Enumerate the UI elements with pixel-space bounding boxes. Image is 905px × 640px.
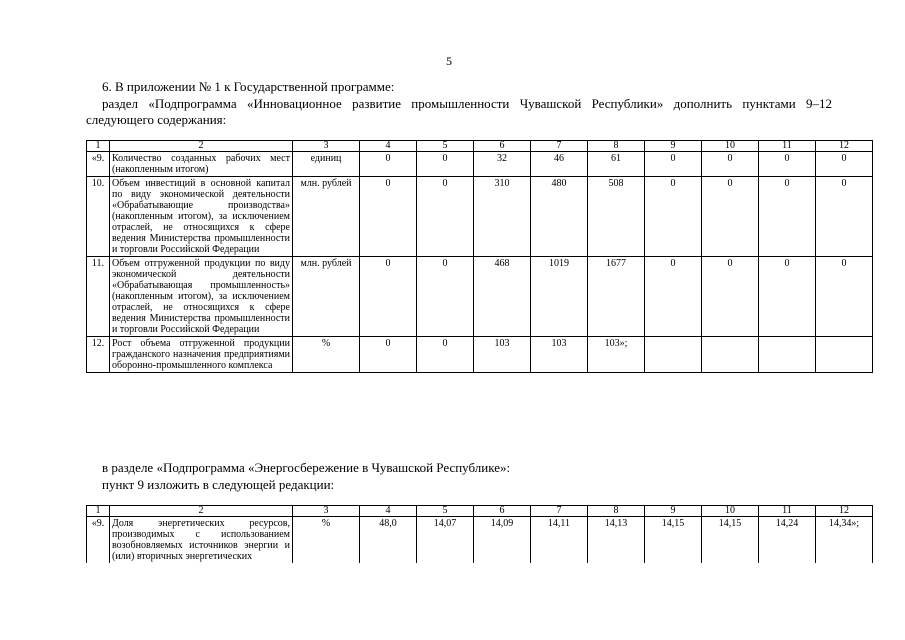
column-header: 6 [474,506,531,517]
column-header: 2 [110,141,293,152]
column-header: 5 [417,506,474,517]
table-header-row [87,506,873,517]
unit-cell: % [293,517,360,564]
unit-cell: млн. рублей [293,177,360,257]
column-header: 8 [588,141,645,152]
column-header: 3 [293,141,360,152]
value-cell: 14,24 [759,517,816,564]
page-number: 5 [446,54,452,68]
value-cell: 0 [702,257,759,337]
table-row [87,177,873,257]
column-header: 8 [588,506,645,517]
value-cell: 61 [588,152,645,177]
column-header: 1 [87,141,110,152]
column-header: 4 [360,506,417,517]
value-cell: 1677 [588,257,645,337]
column-header: 11 [759,141,816,152]
value-cell: 0 [645,152,702,177]
value-cell: 46 [531,152,588,177]
indicator-name-cell: Рост объема отгруженной продукции гражданского назначения предприятиями оборонно-промышленного комплекса [110,337,293,373]
energy-table [86,505,873,563]
value-cell: 14,15 [702,517,759,564]
column-header: 2 [110,506,293,517]
unit-cell: единиц [293,152,360,177]
table-row [87,257,873,337]
table-row [87,337,873,373]
paragraph-continuation: следующего содержания: [86,112,227,127]
column-header: 10 [702,141,759,152]
value-cell: 0 [360,177,417,257]
value-cell: 0 [417,152,474,177]
column-header: 12 [816,141,873,152]
paragraph-section-innovation: раздел «Подпрограмма «Инновационное развитие промышленности Чувашской Республики» дополнить пунктами 9–12 [102,96,832,111]
row-number-cell: «9. [87,517,110,564]
indicator-name-cell: Объем отгруженной продукции по виду экономической деятельности «Обрабатывающая промышленность» (накопленным итогом), за исключением отраслей, не относящихся к сфере ведения Министерства промышленности и торговли Российской Федерации [110,257,293,337]
paragraph-energy-section: в разделе «Подпрограмма «Энергосбережение в Чувашской Республике»: [102,460,511,475]
column-header: 10 [702,506,759,517]
value-cell: 0 [816,177,873,257]
value-cell: 0 [417,337,474,373]
column-header: 12 [816,506,873,517]
value-cell: 32 [474,152,531,177]
column-header: 3 [293,506,360,517]
value-cell: 508 [588,177,645,257]
value-cell: 103»; [588,337,645,373]
value-cell: 0 [702,152,759,177]
paragraph-item-9-edit: пункт 9 изложить в следующей редакции: [102,477,335,492]
value-cell [816,337,873,373]
table-row [87,152,873,177]
value-cell: 14,09 [474,517,531,564]
value-cell: 14,15 [645,517,702,564]
value-cell: 1019 [531,257,588,337]
value-cell [702,337,759,373]
value-cell: 0 [417,177,474,257]
value-cell: 0 [417,257,474,337]
value-cell [645,337,702,373]
column-header: 7 [531,141,588,152]
column-header: 9 [645,141,702,152]
value-cell: 14,07 [417,517,474,564]
row-number-cell: «9. [87,152,110,177]
column-header: 9 [645,506,702,517]
row-number-cell: 12. [87,337,110,373]
value-cell: 14,34»; [816,517,873,564]
value-cell: 14,13 [588,517,645,564]
indicator-name-cell: Количество созданных рабочих мест (накопленным итогом) [110,152,293,177]
value-cell: 0 [360,152,417,177]
row-number-cell: 10. [87,177,110,257]
unit-cell: млн. рублей [293,257,360,337]
value-cell: 0 [702,177,759,257]
value-cell: 0 [645,177,702,257]
value-cell: 0 [360,257,417,337]
value-cell: 0 [816,257,873,337]
value-cell: 0 [759,257,816,337]
value-cell [759,337,816,373]
column-header: 11 [759,506,816,517]
value-cell: 468 [474,257,531,337]
indicator-name-cell: Объем инвестиций в основной капитал по виду экономической деятельности «Обрабатывающие производства» (накопленным итогом), за исключением отраслей, не относящихся к сфере ведения Министерства промышленности и торговли Российской Федерации [110,177,293,257]
table-row [87,517,873,564]
column-header: 1 [87,506,110,517]
value-cell: 14,11 [531,517,588,564]
value-cell: 0 [759,152,816,177]
indicator-name-cell: Доля энергетических ресурсов, производимых с использованием возобновляемых источников энергии и (или) вторичных энергетических [110,517,293,564]
column-header: 7 [531,506,588,517]
value-cell: 310 [474,177,531,257]
row-number-cell: 11. [87,257,110,337]
value-cell: 103 [474,337,531,373]
value-cell: 0 [816,152,873,177]
value-cell: 48,0 [360,517,417,564]
column-header: 4 [360,141,417,152]
column-header: 5 [417,141,474,152]
value-cell: 0 [360,337,417,373]
value-cell: 0 [645,257,702,337]
unit-cell: % [293,337,360,373]
value-cell: 0 [759,177,816,257]
value-cell: 103 [531,337,588,373]
value-cell: 480 [531,177,588,257]
paragraph-item-6: 6. В приложении № 1 к Государственной программе: [102,79,395,94]
innovation-table [86,140,873,373]
column-header: 6 [474,141,531,152]
table-header-row [87,141,873,152]
